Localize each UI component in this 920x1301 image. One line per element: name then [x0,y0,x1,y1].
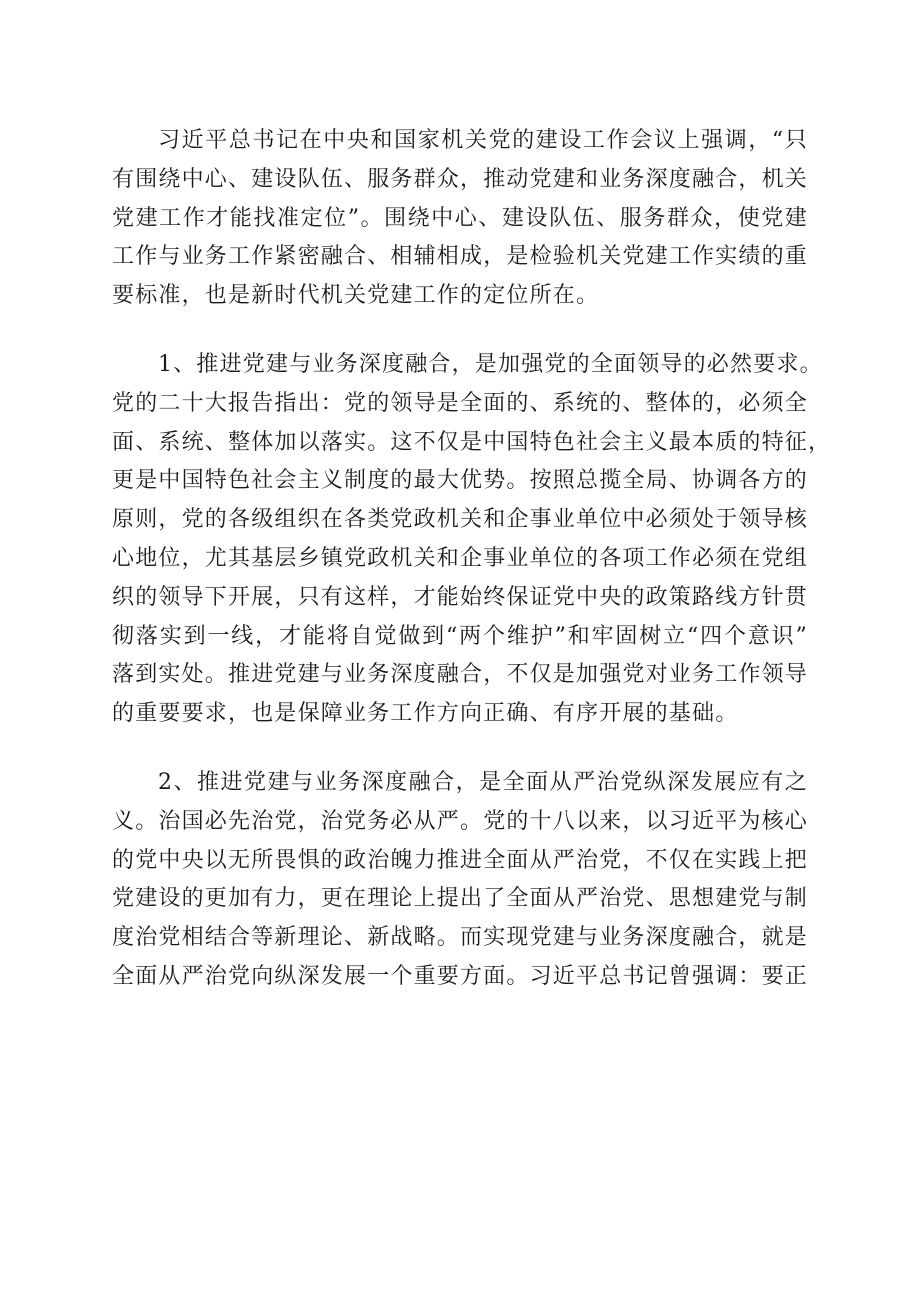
text-line: 有围绕中心、建设队伍、服务群众，推动党建和业务深度融合，机关 [112,166,809,192]
text-line: 的重要要求，也是保障业务工作方向正确、有序开展的基础。 [112,701,739,727]
text-line: 织的领导下开展，只有这样，才能始终保证党中央的政策路线方针贯 [112,584,809,610]
text-line: 义。治国必先治党，治党务必从严。党的十八以来，以习近平为核心 [112,808,809,834]
text-line: 面、系统、整体加以落实。这不仅是中国特色社会主义最本质的特征， [112,429,832,455]
text-line: 习近平总书记在中央和国家机关党的建设工作会议上强调，“只 [158,128,808,153]
text-line: 原则，党的各级组织在各类党政机关和企事业单位中必须处于领导核 [112,507,809,533]
text-line: 要标准，也是新时代机关党建工作的定位所在。 [112,283,600,309]
text-line: 更是中国特色社会主义制度的最大优势。按照总揽全局、协调各方的 [112,468,809,494]
text-line: 2、推进党建与业务深度融合，是全面从严治党纵深发展应有之 [158,769,808,795]
text-line: 1、推进党建与业务深度融合，是加强党的全面领导的必然要求。 [158,351,823,377]
document-body [112,122,832,1027]
text-line: 彻落实到一线，才能将自觉做到“两个维护”和牢固树立“四个意识” [112,623,808,649]
paragraph-intro [112,122,808,316]
text-line: 工作与业务工作紧密融合、相辅相成，是检验机关党建工作实绩的重 [112,244,809,270]
paragraph-point-2 [112,764,808,997]
text-line: 党建工作才能找准定位”。围绕中心、建设队伍、服务群众，使党建 [112,205,808,231]
text-line: 党建设的更加有力，更在理论上提出了全面从严治党、思想建党与制 [112,886,809,912]
text-line: 心地位，尤其基层乡镇党政机关和企事业单位的各项工作必须在党组 [112,545,809,571]
paragraph-point-1 [112,346,832,734]
text-line: 全面从严治党向纵深发展一个重要方面。习近平总书记曾强调：要正 [112,963,809,989]
text-line: 落到实处。推进党建与业务深度融合，不仅是加强党对业务工作领导 [112,662,809,688]
text-line: 度治党相结合等新理论、新战略。而实现党建与业务深度融合，就是 [112,925,809,951]
text-line: 党的二十大报告指出：党的领导是全面的、系统的、整体的，必须全 [112,390,809,416]
text-line: 的党中央以无所畏惧的政治魄力推进全面从严治党，不仅在实践上把 [112,847,809,873]
